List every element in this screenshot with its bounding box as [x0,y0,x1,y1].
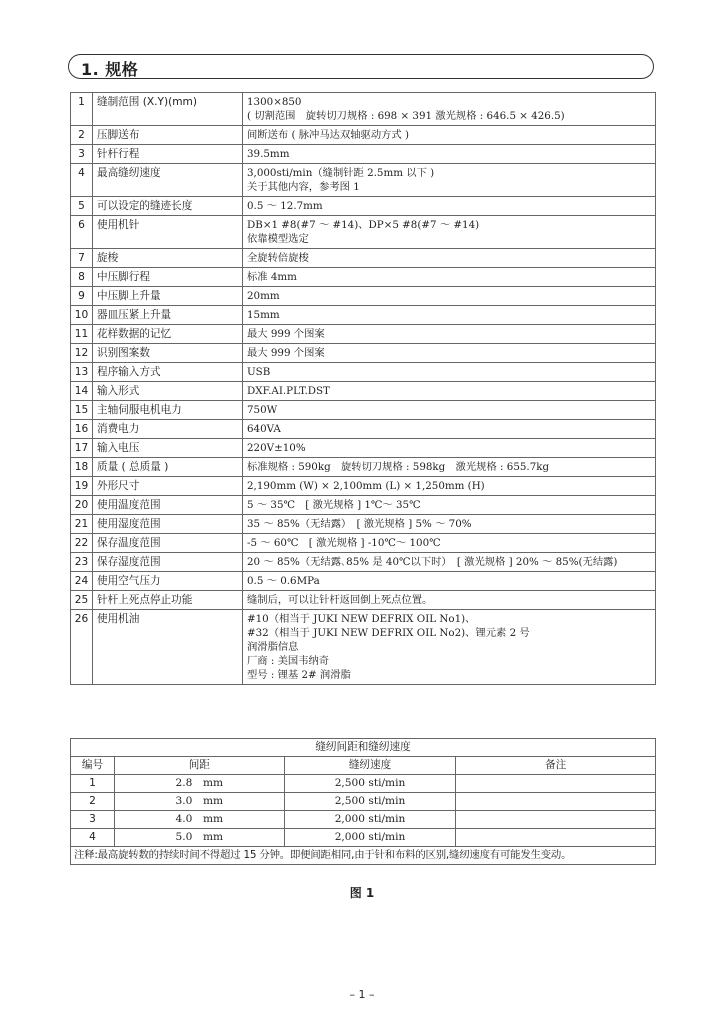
spec-item-value [243,401,656,420]
speed-row [71,775,656,793]
spec-item-label: 程序输入方式 [93,363,243,382]
spec-item-label: 使用温度范围 [93,496,243,515]
spec-item-label: 使用湿度范围 [93,515,243,534]
spec-value-line: 依靠模型选定 [247,233,309,245]
row-pitch: 3.0 mm [114,793,284,811]
spec-row [71,496,656,515]
spec-item-value [243,420,656,439]
spec-value-line: 750W [247,404,278,416]
spec-value-line: 间断送布 ( 脉冲马达双轴驱动方式 ) [247,129,410,141]
spec-row [71,197,656,216]
spec-row [71,145,656,164]
spec-row-number: 21 [71,515,93,534]
spec-item-value [243,126,656,145]
row-remarks [456,775,656,793]
spec-item-label: 使用机针 [93,216,243,249]
spec-item-label: 压脚送布 [93,126,243,145]
spec-value-line: #32（相当于 JUKI NEW DEFRIX OIL No2)、锂元素 2 号 [247,627,530,639]
row-pitch: 5.0 mm [114,829,284,847]
spec-value-line: 35 ～ 85%（无结露） [ 激光规格 ] 5% ～ 70% [247,518,472,530]
spec-row [71,325,656,344]
spec-item-label: 保存湿度范围 [93,553,243,572]
spec-row-number: 4 [71,164,93,197]
spec-item-label: 输入电压 [93,439,243,458]
spec-value-line: 最大 999 个图案 [247,347,325,359]
spec-item-value [243,145,656,164]
spec-row [71,515,656,534]
spec-row [71,93,656,126]
spec-item-label: 最高缝纫速度 [93,164,243,197]
spec-row [71,268,656,287]
spec-value-line: 15mm [247,309,280,321]
spec-row-number: 26 [71,610,93,685]
spec-item-label: 使用空气压力 [93,572,243,591]
spec-row [71,610,656,685]
spec-value-line: 关于其他内容，参考图 1 [247,181,360,193]
spec-row-number: 7 [71,249,93,268]
spec-row-number: 14 [71,382,93,401]
row-speed: 2,000 sti/min [284,811,456,829]
spec-item-value [243,610,656,685]
spec-value-line: 标准 4mm [247,271,297,283]
spec-item-label: 旋梭 [93,249,243,268]
spec-row [71,216,656,249]
row-speed: 2,500 sti/min [284,793,456,811]
spec-item-label: 主轴伺服电机电力 [93,401,243,420]
spec-item-label: 器皿压紧上升量 [93,306,243,325]
spec-row [71,363,656,382]
spec-row [71,344,656,363]
spec-item-value [243,363,656,382]
spec-row-number: 19 [71,477,93,496]
spec-item-label: 外形尺寸 [93,477,243,496]
spec-value-line: 最大 999 个图案 [247,328,325,340]
spec-value-line: 全旋转倍旋梭 [247,252,309,264]
section-title: 1. 规格 [81,60,139,79]
spec-row [71,458,656,477]
page-number: – 1 – [349,988,375,1001]
spec-item-value [243,93,656,126]
spec-item-label: 中压脚行程 [93,268,243,287]
spec-value-line: 3,000sti/min（缝制针距 2.5mm 以下 ) [247,167,435,179]
spec-item-label: 针杆上死点停止功能 [93,591,243,610]
spec-item-value [243,197,656,216]
spec-value-line: 标准规格 : 590kg 旋转切刀规格 : 598kg 激光规格 : 655.7kg [247,461,550,473]
section-heading [68,54,654,79]
spec-item-label: 针杆行程 [93,145,243,164]
spec-value-line: DB×1 #8(#7 ～ #14)、DP×5 #8(#7 ～ #14) [247,219,480,231]
spec-item-value [243,553,656,572]
spec-row-number: 3 [71,145,93,164]
spec-item-label: 可以设定的缝迹长度 [93,197,243,216]
spec-item-value [243,439,656,458]
spec-row [71,249,656,268]
spec-value-line: 1300×850 [247,96,302,108]
spec-item-label: 保存温度范围 [93,534,243,553]
spec-row-number: 18 [71,458,93,477]
speed-row [71,793,656,811]
spec-item-value [243,306,656,325]
spec-row-number: 1 [71,93,93,126]
spec-item-value [243,572,656,591]
spec-item-value [243,268,656,287]
spec-value-line: -5 ～ 60℃ [ 激光规格 ] -10℃～ 100℃ [247,537,441,549]
header-remarks: 备注 [456,757,656,775]
spec-row-number: 12 [71,344,93,363]
spec-item-label: 花样数据的记忆 [93,325,243,344]
spec-row [71,477,656,496]
spec-row-number: 17 [71,439,93,458]
spec-row-number: 6 [71,216,93,249]
spec-row-number: 2 [71,126,93,145]
spec-row-number: 9 [71,287,93,306]
row-number: 4 [71,829,115,847]
spec-item-value [243,287,656,306]
spec-item-label: 中压脚上升量 [93,287,243,306]
spec-row [71,306,656,325]
row-pitch: 2.8 mm [114,775,284,793]
spec-value-line: 型号 : 锂基 2# 润滑脂 [247,669,351,681]
spec-item-label: 输入形式 [93,382,243,401]
spec-value-line: 39.5mm [247,148,290,160]
spec-value-line: 缝制后，可以让针杆返回倒上死点位置。 [247,594,433,606]
spec-value-line: 厂商 : 美国韦纳奇 [247,655,330,667]
spec-value-line: 20 ～ 85%（无结露､85% 是 40℃以下时） [ 激光规格 ] 20% ～ 85%(无结露) [247,556,618,568]
spec-row-number: 15 [71,401,93,420]
spec-row-number: 13 [71,363,93,382]
spec-item-value [243,591,656,610]
spec-value-line: 20mm [247,290,280,302]
spec-item-label: 缝制范围 (X.Y)(mm) [93,93,243,126]
spec-row-number: 10 [71,306,93,325]
speed-table-note: 注释:最高旋转数的持续时间不得超过 15 分钟。即便间距相同,由于针和布料的区别,缝纫速度有可能发生变动。 [71,847,656,865]
spec-value-line: USB [247,366,271,378]
header-number: 编号 [71,757,115,775]
spec-item-value [243,382,656,401]
spec-row-number: 23 [71,553,93,572]
row-number: 2 [71,793,115,811]
speed-table [70,738,656,865]
spec-item-value [243,216,656,249]
spec-row-number: 5 [71,197,93,216]
spec-value-line: 220V±10% [247,442,306,454]
spec-row [71,439,656,458]
spec-row [71,420,656,439]
speed-row [71,811,656,829]
spec-item-label: 质量 ( 总质量 ) [93,458,243,477]
spec-value-line: ( 切割范围 旋转切刀规格 : 698 × 391 激光规格 : 646.5 × 426.5) [247,110,565,122]
spec-item-value [243,477,656,496]
spec-item-value [243,325,656,344]
spec-row-number: 20 [71,496,93,515]
spec-item-label: 消费电力 [93,420,243,439]
row-remarks [456,793,656,811]
row-speed: 2,500 sti/min [284,775,456,793]
figure-caption: 图 1 [349,886,375,900]
spec-item-label: 使用机油 [93,610,243,685]
spec-row [71,287,656,306]
spec-row [71,126,656,145]
spec-item-value [243,496,656,515]
speed-table-title: 缝纫间距和缝纫速度 [71,739,656,757]
spec-row [71,164,656,197]
spec-value-line: 0.5 ～ 12.7mm [247,200,323,212]
spec-row [71,553,656,572]
spec-item-value [243,534,656,553]
spec-item-value [243,249,656,268]
spec-value-line: 0.5 ～ 0.6MPa [247,575,320,587]
spec-row-number: 16 [71,420,93,439]
row-remarks [456,811,656,829]
spec-row [71,534,656,553]
spec-value-line: 润滑脂信息 [247,641,299,653]
row-number: 3 [71,811,115,829]
spec-value-line: 2,190mm (W) × 2,100mm (L) × 1,250mm (H) [247,480,485,492]
speed-table-header-row [71,757,656,775]
speed-row [71,829,656,847]
spec-value-line: DXF.AI.PLT.DST [247,385,330,397]
spec-row-number: 8 [71,268,93,287]
spec-row [71,572,656,591]
spec-item-value [243,458,656,477]
row-number: 1 [71,775,115,793]
spec-item-label: 识别图案数 [93,344,243,363]
spec-value-line: 5 ～ 35℃ [ 激光规格 ] 1℃～ 35℃ [247,499,421,511]
spec-value-line: #10（相当于 JUKI NEW DEFRIX OIL No1)、 [247,613,476,625]
spec-row [71,401,656,420]
row-pitch: 4.0 mm [114,811,284,829]
header-speed: 缝纫速度 [284,757,456,775]
spec-value-line: 640VA [247,423,281,435]
row-speed: 2,000 sti/min [284,829,456,847]
spec-item-value [243,164,656,197]
spec-row [71,382,656,401]
spec-row-number: 22 [71,534,93,553]
header-pitch: 间距 [114,757,284,775]
spec-row-number: 24 [71,572,93,591]
row-remarks [456,829,656,847]
spec-row-number: 11 [71,325,93,344]
spec-table [70,92,656,685]
spec-row-number: 25 [71,591,93,610]
spec-item-value [243,344,656,363]
spec-item-value [243,515,656,534]
spec-row [71,591,656,610]
